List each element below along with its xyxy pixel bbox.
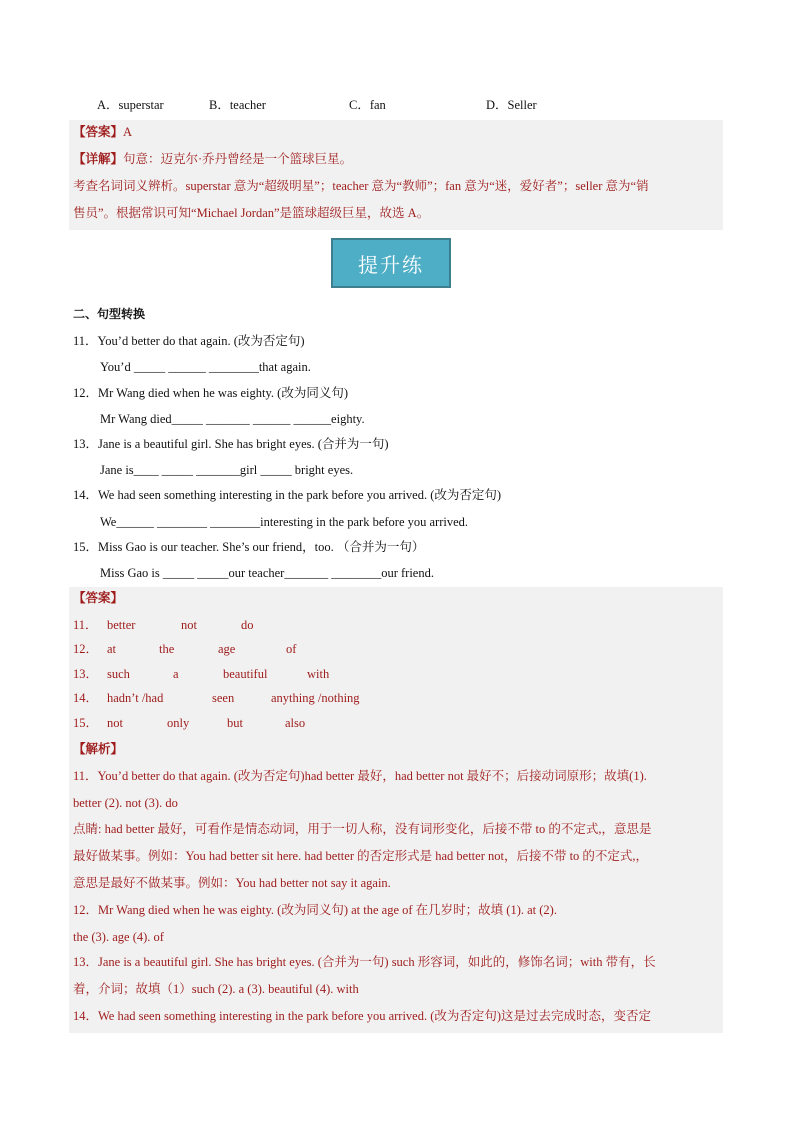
answer-word: not — [181, 618, 197, 632]
analysis-line: better (2). not (3). do — [73, 796, 178, 810]
answer-word: but — [227, 716, 243, 730]
analysis-line: 意思是最好不做某事。例如：You had better not say it again. — [73, 876, 391, 890]
answer-word: of — [286, 642, 297, 656]
detail-line-2: 售员”。根据常识可知“Michael Jordan”是篮球超级巨星，故选 A。 — [73, 206, 430, 220]
answer-value: A — [123, 125, 133, 139]
answer-num: 13． — [73, 667, 99, 681]
detail-row — [73, 151, 352, 167]
answer-row-15 — [73, 715, 306, 731]
answers-label: 【答案】 — [73, 591, 124, 605]
answer-word: not — [107, 716, 123, 730]
question-13-blank: Jane is____ _____ _______girl _____ bright eyes. — [100, 463, 354, 477]
option-d: D．Seller — [486, 98, 537, 112]
answer-word: anything /nothing — [271, 691, 360, 705]
analysis-line: 点睛: had better 最好，可看作是情态动词，用于一切人称，没有词形变化，后接不带 to 的不定式,，意思是 — [73, 822, 652, 836]
option-b: B．teacher — [209, 98, 266, 112]
question-11: 11．You’d better do that again. (改为否定句) — [73, 334, 305, 348]
answer-num: 15． — [73, 716, 99, 730]
answer-word: also — [285, 716, 306, 730]
section-banner: 提升练 — [331, 238, 451, 288]
section-title: 二、句型转换 — [73, 307, 146, 321]
detail-label: 【详解】 — [73, 152, 124, 166]
answer-word: such — [107, 667, 130, 681]
question-14-blank: We______ ________ ________interesting in the park before you arrived. — [100, 515, 469, 529]
question-15: 15．Miss Gao is our teacher. She’s our friend，too. （合并为一句） — [73, 540, 425, 554]
answer-word: a — [173, 667, 179, 681]
question-11-blank: You’d _____ ______ ________that again. — [100, 360, 311, 374]
analysis-line: 11．You’d better do that again. (改为否定句)had better 最好，had better not 最好不；后接动词原形；故填(1). — [73, 769, 647, 783]
question-13: 13．Jane is a beautiful girl. She has bright eyes. (合并为一句) — [73, 437, 389, 451]
answer-word: at — [107, 642, 117, 656]
answer-row-12 — [73, 641, 297, 657]
answer-word: hadn’t /had — [107, 691, 164, 705]
analysis-line: 最好做某事。例如：You had better sit here. had better 的否定形式是 had better not，后接不带 to 的不定式,， — [73, 849, 649, 863]
question-12-blank: Mr Wang died_____ _______ ______ ______eighty. — [100, 412, 365, 426]
answer-word: with — [307, 667, 330, 681]
option-a: A．superstar — [97, 98, 164, 112]
answer-word: better — [107, 618, 136, 632]
analysis-line: 14．We had seen something interesting in the park before you arrived. (改为否定句)这是过去完成时态，变否定 — [73, 1009, 652, 1023]
answer-word: do — [241, 618, 254, 632]
answer-num: 14． — [73, 691, 99, 705]
option-c: C．fan — [349, 98, 386, 112]
answer-word: the — [159, 642, 175, 656]
answer-row-11 — [73, 617, 254, 633]
analysis-line: 13．Jane is a beautiful girl. She has bright eyes. (合并为一句) such 形容词，如此的，修饰名词；with 带有，长 — [73, 955, 656, 969]
question-14: 14．We had seen something interesting in the park before you arrived. (改为否定句) — [73, 488, 502, 502]
answer-num: 11． — [73, 618, 98, 632]
analysis-line: the (3). age (4). of — [73, 930, 164, 944]
analysis-line: 着，介词；故填（1）such (2). a (3). beautiful (4). with — [73, 982, 359, 996]
question-15-blank: Miss Gao is _____ _____our teacher_______ ________our friend. — [100, 566, 434, 580]
analysis-label: 【解析】 — [73, 742, 124, 756]
answer-word: beautiful — [223, 667, 268, 681]
answer-row — [73, 124, 132, 140]
question-12: 12．Mr Wang died when he was eighty. (改为同义句) — [73, 386, 348, 400]
detail-line-1: 考查名词词义辨析。superstar 意为“超级明星”；teacher 意为“教师”；fan 意为“迷，爱好者”；seller 意为“销 — [73, 179, 649, 193]
answer-row-13 — [73, 666, 330, 682]
analysis-line: 12．Mr Wang died when he was eighty. (改为同义句) at the age of 在几岁时；故填 (1). at (2). — [73, 903, 557, 917]
answer-num: 12． — [73, 642, 99, 656]
answer-word: seen — [212, 691, 235, 705]
answer-word: only — [167, 716, 190, 730]
answer-word: age — [218, 642, 236, 656]
detail-meaning: 句意：迈克尔·乔丹曾经是一个篮球巨星。 — [123, 152, 353, 166]
answer-label: 【答案】 — [73, 125, 124, 139]
answer-row-14 — [73, 690, 360, 706]
